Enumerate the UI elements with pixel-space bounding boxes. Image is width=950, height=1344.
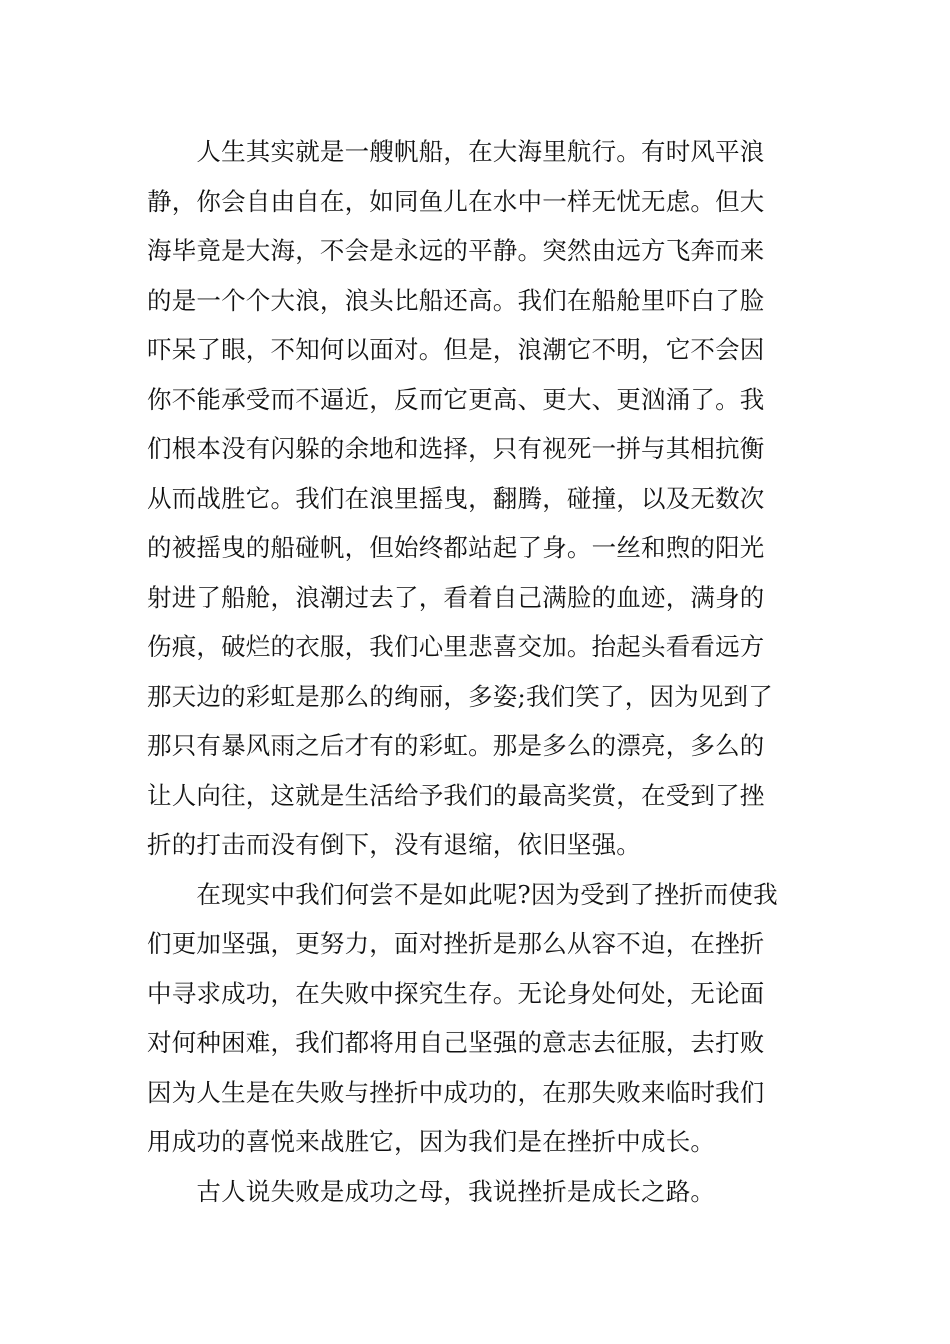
text-line: 古人说失败是成功之母，我说挫折是成长之路。 (147, 1176, 716, 1206)
text-line: 折的打击而没有倒下，没有退缩，依旧坚强。 (147, 830, 641, 859)
text-line: 射进了船舱，浪潮过去了，看着自己满脸的血迹，满身的 (147, 582, 765, 612)
text-line: 们更加坚强，更努力，面对挫折是那么从容不迫，在挫折 (147, 929, 765, 958)
text-line: 那天边的彩虹是那么的绚丽，多姿;我们笑了，因为见到了 (147, 681, 773, 711)
text-line: 伤痕，破烂的衣服，我们心里悲喜交加。抬起头看看远方 (147, 632, 765, 661)
text-line: 们根本没有闪躲的余地和选择，只有视死一拼与其相抗衡 (147, 434, 765, 463)
text-line: 让人向往，这就是生活给予我们的最高奖赏，在受到了挫 (147, 780, 765, 810)
text-line: 对何种困难，我们都将用自己坚强的意志去征服，去打败 (147, 1028, 765, 1057)
text-line: 因为人生是在失败与挫折中成功的，在那失败来临时我们 (147, 1077, 765, 1107)
document-body (147, 127, 807, 1216)
text-line: 用成功的喜悦来战胜它，因为我们是在挫折中成长。 (147, 1127, 716, 1156)
text-line: 吓呆了眼，不知何以面对。但是，浪潮它不明，它不会因 (147, 335, 765, 364)
text-line: 在现实中我们何尝不是如此呢?因为受到了挫折而使我 (147, 879, 778, 909)
text-line: 海毕竟是大海，不会是永远的平静。突然由远方飞奔而来 (147, 236, 765, 265)
text-line: 中寻求成功，在失败中探究生存。无论身处何处，无论面 (147, 978, 765, 1008)
text-line: 的是一个个大浪，浪头比船还高。我们在船舱里吓白了脸 (147, 285, 765, 315)
text-line: 你不能承受而不逼近，反而它更高、更大、更汹涌了。我 (147, 384, 765, 414)
text-line: 静，你会自由自在，如同鱼儿在水中一样无忧无虑。但大 (147, 186, 765, 216)
text-line: 人生其实就是一艘帆船，在大海里航行。有时风平浪 (147, 137, 765, 166)
text-line: 那只有暴风雨之后才有的彩虹。那是多么的漂亮，多么的 (147, 731, 765, 760)
text-line: 的被摇曳的船碰帆，但始终都站起了身。一丝和煦的阳光 (147, 533, 765, 562)
text-line: 从而战胜它。我们在浪里摇曳，翻腾，碰撞，以及无数次 (147, 483, 765, 513)
